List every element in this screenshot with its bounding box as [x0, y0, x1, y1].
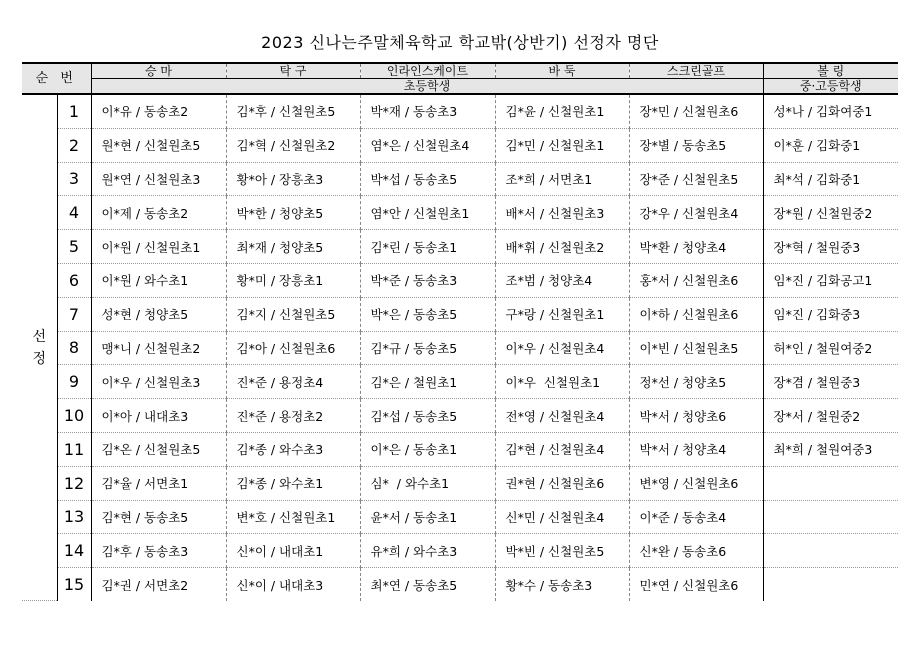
table-row [22, 534, 898, 568]
student-cell: 김*온 / 신철원초5 [91, 432, 226, 466]
table-row [22, 500, 898, 534]
student-cell: 임*진 / 김화중3 [763, 297, 898, 331]
student-cell: 김*린 / 동송초1 [360, 230, 495, 264]
student-cell: 정*선 / 청양초5 [629, 365, 763, 399]
student-cell: 허*인 / 철원여중2 [763, 331, 898, 365]
student-cell: 장*준 / 신철원초5 [629, 162, 763, 196]
student-cell: 장*민 / 신철원초6 [629, 94, 763, 128]
row-number: 4 [57, 196, 91, 230]
table-row [22, 196, 898, 230]
student-cell: 최*연 / 동송초5 [360, 568, 495, 601]
row-number: 12 [57, 466, 91, 500]
student-cell: 이*준 / 동송초4 [629, 500, 763, 534]
table-row [22, 128, 898, 162]
student-cell: 신*민 / 신철원초4 [495, 500, 629, 534]
page-title: 2023 신나는주말체육학교 학교밖(상반기) 선정자 명단 [261, 33, 659, 52]
selection-table [22, 62, 898, 601]
student-cell: 심* / 와수초1 [360, 466, 495, 500]
student-cell: 김*규 / 동송초5 [360, 331, 495, 365]
student-cell: 전*영 / 신철원초4 [495, 399, 629, 433]
student-cell: 배*휘 / 신철원초2 [495, 230, 629, 264]
column-header-table-tennis: 탁 구 [226, 63, 360, 79]
student-cell: 이*원 / 와수초1 [91, 263, 226, 297]
student-cell: 박*한 / 청양초5 [226, 196, 360, 230]
row-number: 5 [57, 230, 91, 264]
student-cell: 김*섭 / 동송초5 [360, 399, 495, 433]
student-cell: 김*율 / 서면초1 [91, 466, 226, 500]
student-cell: 김*아 / 신철원초6 [226, 331, 360, 365]
student-cell: 조*범 / 청양초4 [495, 263, 629, 297]
student-cell: 염*안 / 신철원초1 [360, 196, 495, 230]
row-number: 14 [57, 534, 91, 568]
row-number: 6 [57, 263, 91, 297]
student-cell: 민*연 / 신철원초6 [629, 568, 763, 601]
row-number: 2 [57, 128, 91, 162]
table-row [22, 230, 898, 264]
column-header-horse-riding: 승 마 [91, 63, 226, 79]
student-cell: 이*원 / 신철원초1 [91, 230, 226, 264]
student-cell: 박*은 / 동송초5 [360, 297, 495, 331]
student-cell: 맹*니 / 신철원초2 [91, 331, 226, 365]
student-cell: 황*미 / 장흥초1 [226, 263, 360, 297]
student-cell: 박*서 / 청양초6 [629, 399, 763, 433]
student-cell: 김*현 / 신철원초4 [495, 432, 629, 466]
student-cell: 이*우 / 신철원초4 [495, 331, 629, 365]
table-row [22, 466, 898, 500]
student-cell: 윤*서 / 동송초1 [360, 500, 495, 534]
row-number: 13 [57, 500, 91, 534]
student-cell: 박*재 / 동송초3 [360, 94, 495, 128]
student-cell: 진*준 / 용정초4 [226, 365, 360, 399]
student-cell: 김*민 / 신철원초1 [495, 128, 629, 162]
student-cell: 박*섭 / 동송초5 [360, 162, 495, 196]
student-cell: 신*완 / 동송초6 [629, 534, 763, 568]
student-cell [763, 534, 898, 568]
student-cell: 김*후 / 신철원초5 [226, 94, 360, 128]
table-row [22, 432, 898, 466]
student-cell: 김*현 / 동송초5 [91, 500, 226, 534]
student-cell: 신*이 / 내대초3 [226, 568, 360, 601]
student-cell: 배*서 / 신철원초3 [495, 196, 629, 230]
student-cell: 이*은 / 동송초1 [360, 432, 495, 466]
row-number: 15 [57, 568, 91, 601]
student-cell: 김*종 / 와수초1 [226, 466, 360, 500]
column-header-bowling: 볼 링 [763, 63, 898, 79]
row-number: 3 [57, 162, 91, 196]
student-cell: 변*영 / 신철원초6 [629, 466, 763, 500]
student-cell: 염*은 / 신철원초4 [360, 128, 495, 162]
student-cell [763, 466, 898, 500]
student-cell: 이*하 / 신철원초6 [629, 297, 763, 331]
student-cell: 장*겸 / 철원중3 [763, 365, 898, 399]
student-cell: 장*혁 / 철원중3 [763, 230, 898, 264]
table-row [22, 162, 898, 196]
student-cell: 권*현 / 신철원초6 [495, 466, 629, 500]
student-cell: 성*나 / 김화여중1 [763, 94, 898, 128]
student-cell: 장*서 / 철원중2 [763, 399, 898, 433]
student-cell: 유*희 / 와수초3 [360, 534, 495, 568]
student-cell: 김*권 / 서면초2 [91, 568, 226, 601]
student-cell: 최*희 / 철원여중3 [763, 432, 898, 466]
column-header-inline-skate: 인라인스케이트 [360, 63, 495, 79]
table-row [22, 399, 898, 433]
student-cell: 이*제 / 동송초2 [91, 196, 226, 230]
student-cell: 조*희 / 서면초1 [495, 162, 629, 196]
column-header-screen-golf: 스크린골프 [629, 63, 763, 79]
row-number: 9 [57, 365, 91, 399]
table-row [22, 263, 898, 297]
student-cell: 진*준 / 용정초2 [226, 399, 360, 433]
student-cell: 구*랑 / 신철원초1 [495, 297, 629, 331]
student-cell: 이*유 / 동송초2 [91, 94, 226, 128]
student-cell: 변*호 / 신철원초1 [226, 500, 360, 534]
student-cell: 강*우 / 신철원초4 [629, 196, 763, 230]
student-cell: 박*서 / 청양초4 [629, 432, 763, 466]
student-cell: 박*준 / 동송초3 [360, 263, 495, 297]
student-cell: 김*혁 / 신철원초2 [226, 128, 360, 162]
student-cell: 김*윤 / 신철원초1 [495, 94, 629, 128]
row-number: 7 [57, 297, 91, 331]
student-cell: 이*훈 / 김화중1 [763, 128, 898, 162]
student-cell: 장*별 / 동송초5 [629, 128, 763, 162]
column-header-baduk: 바 둑 [495, 63, 629, 79]
student-cell: 이*우 / 신철원초3 [91, 365, 226, 399]
student-cell: 원*연 / 신철원초3 [91, 162, 226, 196]
group-header-secondary: 중·고등학생 [763, 79, 898, 95]
group-header-elementary: 초등학생 [91, 79, 763, 95]
student-cell: 박*환 / 청양초4 [629, 230, 763, 264]
student-cell: 김*지 / 신철원초5 [226, 297, 360, 331]
student-cell: 이*아 / 내대초3 [91, 399, 226, 433]
student-cell: 김*은 / 철원초1 [360, 365, 495, 399]
student-cell: 박*빈 / 신철원초5 [495, 534, 629, 568]
student-cell: 황*수 / 동송초3 [495, 568, 629, 601]
student-cell [763, 568, 898, 601]
student-cell: 홍*서 / 신철원초6 [629, 263, 763, 297]
order-header: 순 번 [22, 63, 91, 94]
row-number: 11 [57, 432, 91, 466]
student-cell: 이*빈 / 신철원초5 [629, 331, 763, 365]
row-number: 8 [57, 331, 91, 365]
student-cell: 임*진 / 김화공고1 [763, 263, 898, 297]
table-row [22, 331, 898, 365]
student-cell: 원*현 / 신철원초5 [91, 128, 226, 162]
table-row [22, 94, 898, 128]
row-number: 10 [57, 399, 91, 433]
row-number: 1 [57, 94, 91, 128]
student-cell: 최*석 / 김화중1 [763, 162, 898, 196]
student-cell: 신*이 / 내대초1 [226, 534, 360, 568]
table-row [22, 297, 898, 331]
student-cell: 이*우 신철원초1 [495, 365, 629, 399]
student-cell: 장*원 / 신철원중2 [763, 196, 898, 230]
student-cell [763, 500, 898, 534]
student-cell: 성*현 / 청양초5 [91, 297, 226, 331]
section-label: 선 정 [22, 94, 57, 601]
student-cell: 김*후 / 동송초3 [91, 534, 226, 568]
table-row [22, 365, 898, 399]
student-cell: 최*재 / 청양초5 [226, 230, 360, 264]
student-cell: 황*아 / 장흥초3 [226, 162, 360, 196]
student-cell: 김*종 / 와수초3 [226, 432, 360, 466]
table-row [22, 568, 898, 601]
